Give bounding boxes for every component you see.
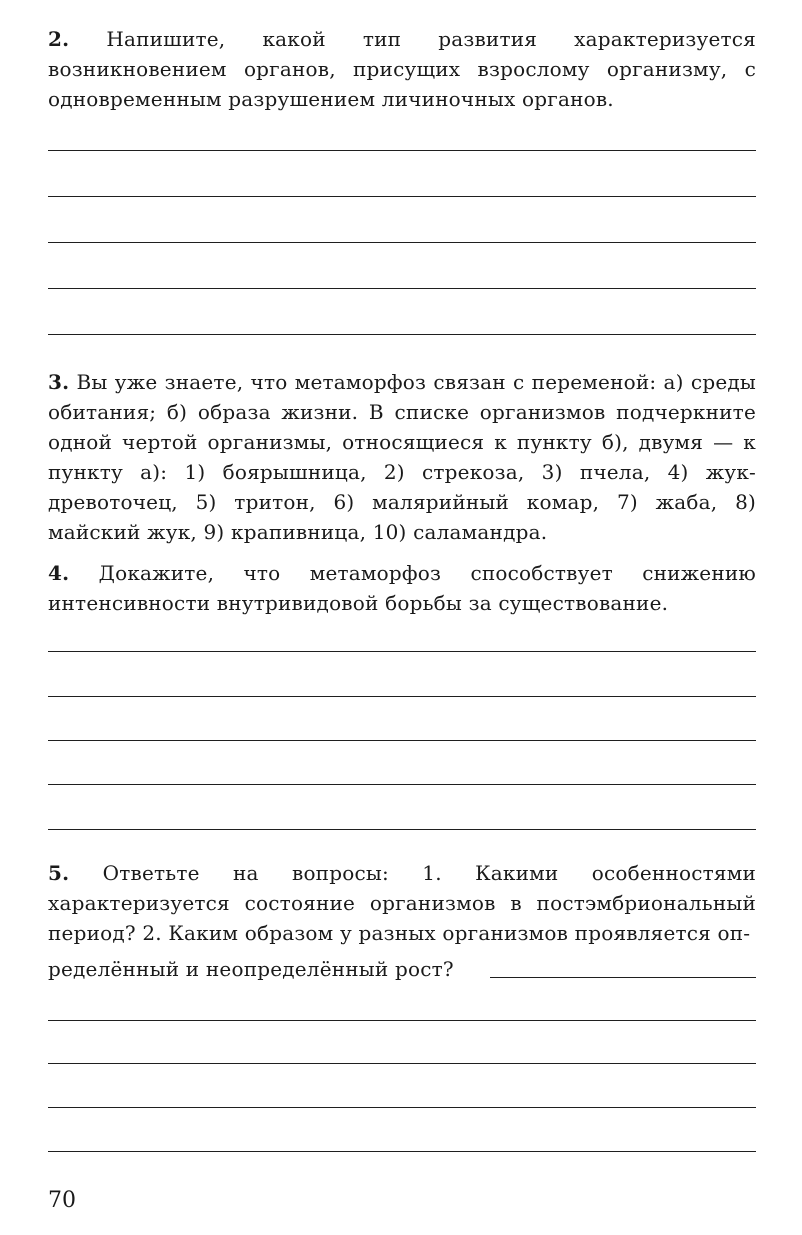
- answer-line[interactable]: [48, 696, 756, 697]
- answer-line[interactable]: [48, 1107, 756, 1108]
- task-4-number: 4.: [48, 561, 70, 585]
- page-number: 70: [48, 1188, 76, 1213]
- answer-line[interactable]: [48, 1020, 756, 1021]
- answer-line[interactable]: [48, 829, 756, 830]
- task-2: [48, 24, 756, 114]
- task-5: [48, 858, 756, 948]
- answer-line[interactable]: [490, 977, 756, 978]
- answer-line[interactable]: [48, 784, 756, 785]
- task-5-number: 5.: [48, 861, 70, 885]
- task-5-text: Ответьте на вопросы: 1. Какими особенностями характеризуется состояние организмов в постэмбриональный период? 2. Каким образом у разных организмов проявляется оп-: [48, 861, 756, 945]
- answer-line[interactable]: [48, 1063, 756, 1064]
- answer-line[interactable]: [48, 1151, 756, 1152]
- task-3: [48, 367, 756, 547]
- answer-line[interactable]: [48, 740, 756, 741]
- answer-line[interactable]: [48, 334, 756, 335]
- task-3-text: Вы уже знаете, что метаморфоз связан с переменой: а) среды обитания; б) образа жизни. В списке организмов подчеркните одной чертой организмы, относящиеся к пункту б), двумя — к пункту а): 1) боярышница, 2) стрекоза, 3) пчела, 4) жук-древоточец, 5) тритон, 6) малярийный комар, 7) жаба, 8) майский жук, 9) крапивница, 10) саламандра.: [48, 370, 756, 544]
- answer-line[interactable]: [48, 150, 756, 151]
- answer-line[interactable]: [48, 288, 756, 289]
- task-3-number: 3.: [48, 370, 70, 394]
- task-4: [48, 558, 756, 618]
- task-2-number: 2.: [48, 27, 70, 51]
- answer-line[interactable]: [48, 651, 756, 652]
- task-4-text: Докажите, что метаморфоз способствует снижению интенсивности внутривидовой борьбы за существование.: [48, 561, 756, 615]
- task-2-text: Напишите, какой тип развития характеризуется возникновением органов, присущих взрослому организму, с одновременным разрушением личиночных органов.: [48, 27, 756, 111]
- answer-line[interactable]: [48, 196, 756, 197]
- answer-line[interactable]: [48, 242, 756, 243]
- task-5-last-line: ределённый и неопределённый рост?: [48, 957, 454, 981]
